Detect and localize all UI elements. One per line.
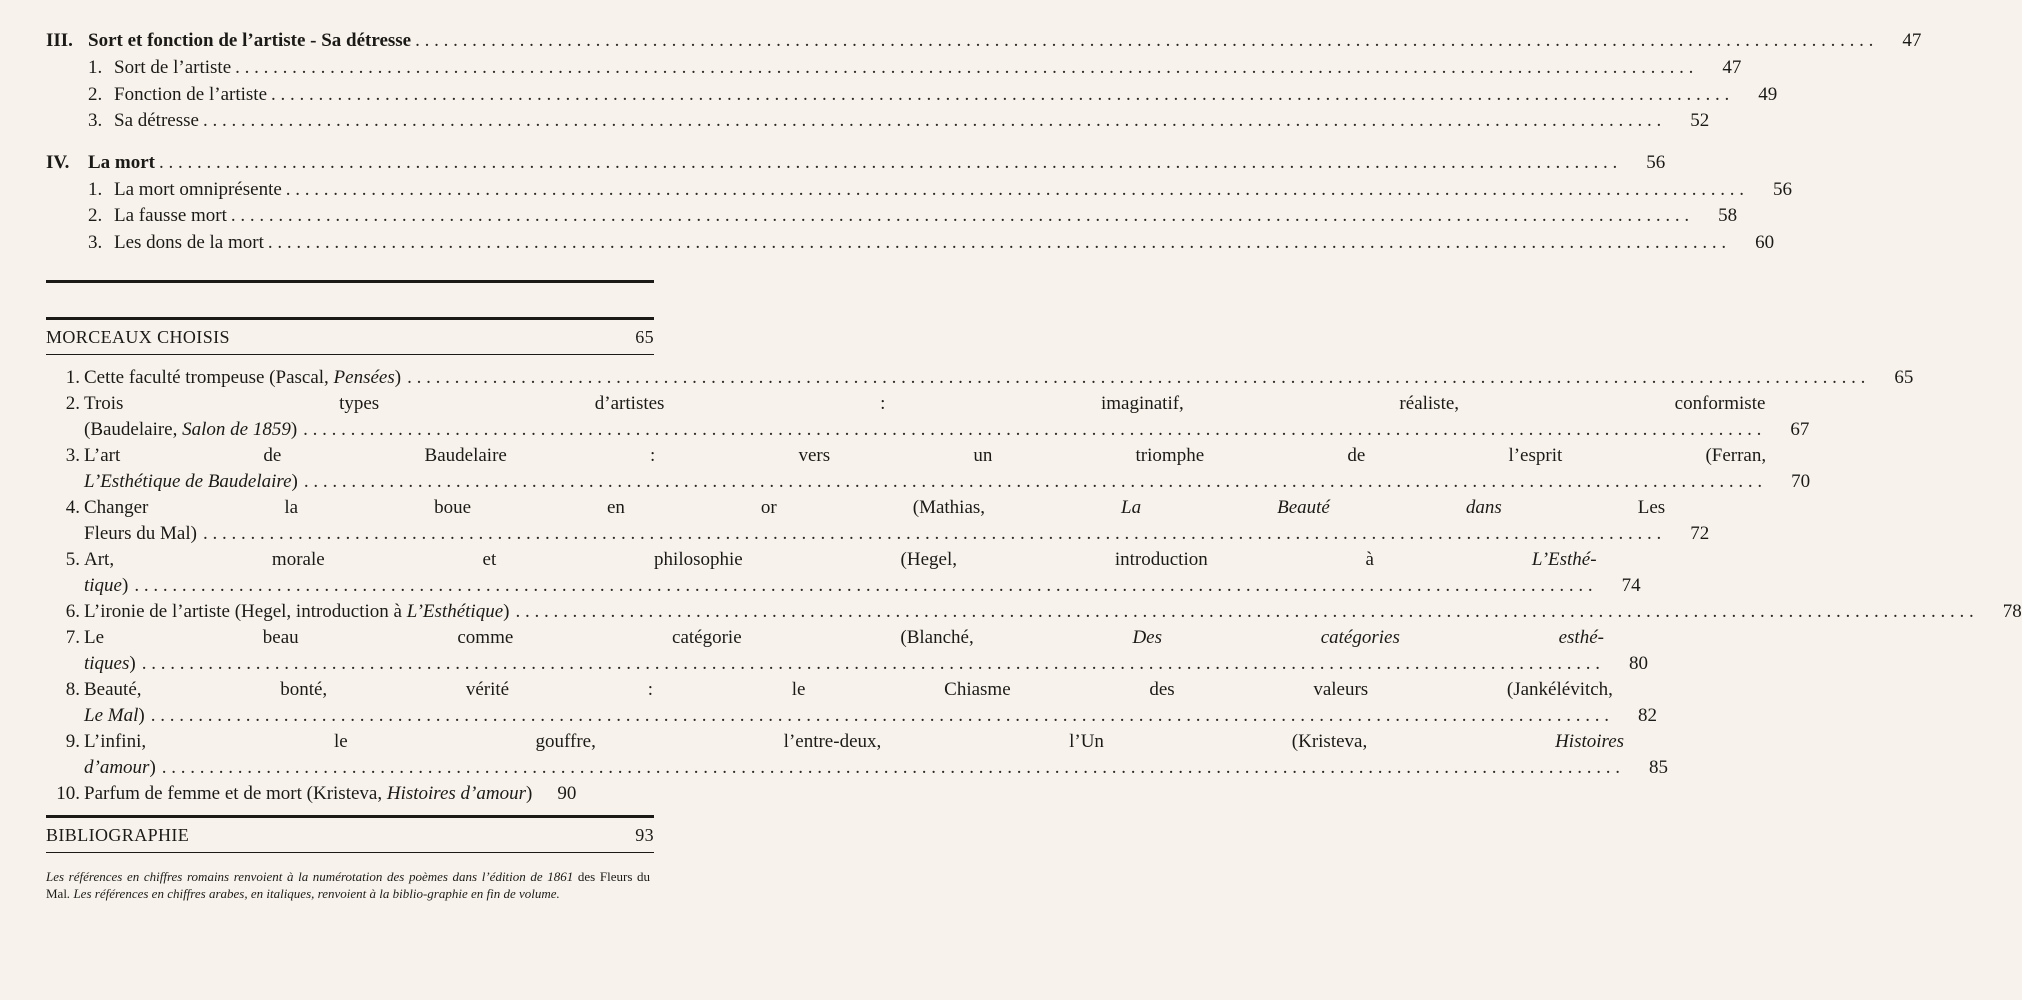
dot-leader [235,57,1693,79]
toc-part-heading[interactable] [46,30,1922,57]
entry-text: ) [290,419,298,440]
section-rule [46,852,654,853]
section-divider [46,280,654,283]
entry-number: 4. [65,497,80,518]
toc-entry[interactable] [46,231,1775,259]
part-title: La mort [88,151,156,173]
entry-number: 3. [88,110,103,131]
page-number: 70 [1791,471,1811,492]
entry-number: 1. [88,57,103,78]
dot-leader [142,651,1600,677]
part-title: Sort et fonction de l’artiste - Sa détresse [88,30,412,51]
entry-text: Fleurs du Mal) [84,523,197,544]
dot-leader [515,599,1973,625]
dot-leader [151,703,1609,729]
toc-entry[interactable] [46,205,1738,232]
entry-work-title: Pensées [333,367,395,388]
toc-entry[interactable] [46,178,1793,206]
entry-number: 3. [88,231,103,253]
entry-text: ) [503,601,510,622]
excerpt-entry[interactable] [46,495,1710,547]
excerpt-entry[interactable] [46,391,1810,443]
entry-work-title: tique [84,575,122,596]
entry-label: La fausse mort [114,205,227,226]
entry-work-title: tiques [84,653,130,674]
footnote-text: . Les références en chiffres arabes, en italiques, renvoient à la biblio-graphie en fin de volume. [66,886,560,901]
entry-label: La mort omniprésente [114,178,282,200]
dot-leader [303,417,1761,443]
excerpt-entry[interactable] [46,625,1648,677]
footnote-text: 1861 [547,869,574,884]
page-number: 65 [1894,367,1914,388]
dot-leader [286,179,1744,201]
page-number: 60 [1755,231,1775,253]
entry-text: L’ironie de l’artiste (Hegel, introduction à [84,601,407,622]
dot-leader [271,84,1729,106]
footnote [46,868,650,902]
section-title: MORCEAUX CHOISIS [46,327,230,347]
dot-leader [203,521,1661,547]
footnote-text: Les références en chiffres romains renvoient à la numérotation des poèmes dans l’édition de [46,869,543,884]
part-number: IV. [46,151,70,173]
entry-label: Sa détresse [114,110,199,131]
page-number: 74 [1621,575,1641,596]
entry-text: Trois types d’artistes : imaginatif, réaliste, conformiste [84,393,1766,414]
entry-number: 9. [65,731,80,752]
entry-text: ) [291,471,298,492]
entry-work-title: Des catégories esthé- [1132,627,1604,648]
section-heading-bibliographie[interactable] [46,818,654,852]
entry-text: ) [149,757,156,778]
entry-label: Sort de l’artiste [114,57,232,78]
entry-number: 6. [65,601,80,622]
page-number: 56 [1646,151,1666,173]
entry-number: 10. [56,783,80,804]
page-number: 72 [1690,523,1710,544]
excerpt-entry[interactable] [46,547,1641,599]
page-number: 78 [2002,601,2022,622]
entry-number: 7. [65,627,80,648]
entry-text: ) [138,705,145,726]
entry-text: ) [526,783,533,804]
entry-text: ) [129,653,136,674]
toc-part-iii [46,30,1922,137]
page-number: 47 [1902,30,1922,51]
page-number: 82 [1637,705,1657,726]
section-heading-morceaux[interactable] [46,320,654,354]
entry-number: 1. [65,367,80,388]
entry-work-title: La Beauté dans [1121,497,1502,518]
dot-leader [134,573,1592,599]
entry-number: 2. [65,393,80,414]
toc-entry[interactable] [46,57,1742,84]
entry-text: Changer la boue en or (Mathias, [84,497,1122,518]
entry-work-title: L’Esthétique de Baudelaire [84,471,292,492]
footnote-work-title: Fleurs du Mal [46,869,650,901]
section-title: BIBLIOGRAPHIE [46,825,190,845]
page-number: 80 [1628,653,1648,674]
toc-part-iv [46,151,1793,259]
entry-text: Beauté, bonté, vérité : le Chiasme des valeurs (Jankélévitch, [84,679,1613,700]
excerpt-entry[interactable] [46,443,1811,495]
page-number: 47 [1722,57,1742,78]
excerpt-entry[interactable] [46,729,1669,781]
page-number: 93 [635,825,654,845]
page-number: 56 [1773,178,1793,200]
excerpt-list [46,355,2022,815]
entry-text: ) [122,575,129,596]
excerpt-entry[interactable] [46,599,2022,625]
entry-label: Fonction de l’artiste [114,83,268,105]
entry-text: Cette faculté trompeuse (Pascal, [84,367,334,388]
entry-number: 8. [65,679,80,700]
table-of-contents [46,30,2022,853]
entry-text: Parfum de femme et de mort (Kristeva, [84,783,387,804]
entry-text: ) [394,367,402,388]
dot-leader [304,469,1762,495]
dot-leader [415,30,1873,52]
dot-leader [162,755,1620,781]
entry-label: Les dons de la mort [114,231,264,253]
entry-number: 5. [65,549,80,570]
entry-text: L’art de Baudelaire : vers un triomphe de l’esprit (Ferran, [84,445,1767,466]
page-number: 65 [635,327,654,347]
entry-number: 2. [88,83,103,105]
entry-number: 1. [88,178,103,200]
dot-leader [203,110,1661,132]
excerpt-entry[interactable] [46,365,1914,391]
toc-entry[interactable] [46,83,1778,111]
toc-entry[interactable] [46,110,1710,137]
part-number: III. [46,30,73,51]
page-number: 67 [1790,419,1810,440]
dot-leader [159,152,1617,174]
entry-number: 3. [65,445,80,466]
entry-work-title: L’Esthétique [406,601,504,622]
entry-work-title: Histoires d’amour [386,783,527,804]
entry-text: Art, morale et philosophie (Hegel, introduction à [84,549,1532,570]
entry-text: (Baudelaire, [84,419,183,440]
dot-leader [407,365,1865,391]
entry-text: Le beau comme catégorie (Blanché, [84,627,1133,648]
page-number: 58 [1718,205,1738,226]
dot-leader [231,205,1689,227]
entry-work-title: L’Esthé- [1531,549,1597,570]
excerpt-entry[interactable] [46,781,654,807]
entry-text: L’infini, le gouffre, l’entre-deux, l’Un (Kristeva, [84,731,1556,752]
footnote-text: des [573,869,600,884]
page-number: 90 [557,783,577,804]
entry-work-title: d’amour [84,757,150,778]
entry-work-title: Le Mal [84,705,139,726]
dot-leader [268,232,1726,254]
page-number: 85 [1649,757,1669,778]
page-number: 52 [1690,110,1710,131]
entry-text: Les [1501,497,1666,518]
entry-work-title: Salon de 1859 [182,419,291,440]
entry-number: 2. [88,205,103,226]
toc-part-heading[interactable] [46,151,1666,179]
page-number: 49 [1758,83,1778,105]
excerpt-entry[interactable] [46,677,1657,729]
entry-work-title: Histoires [1555,731,1625,752]
